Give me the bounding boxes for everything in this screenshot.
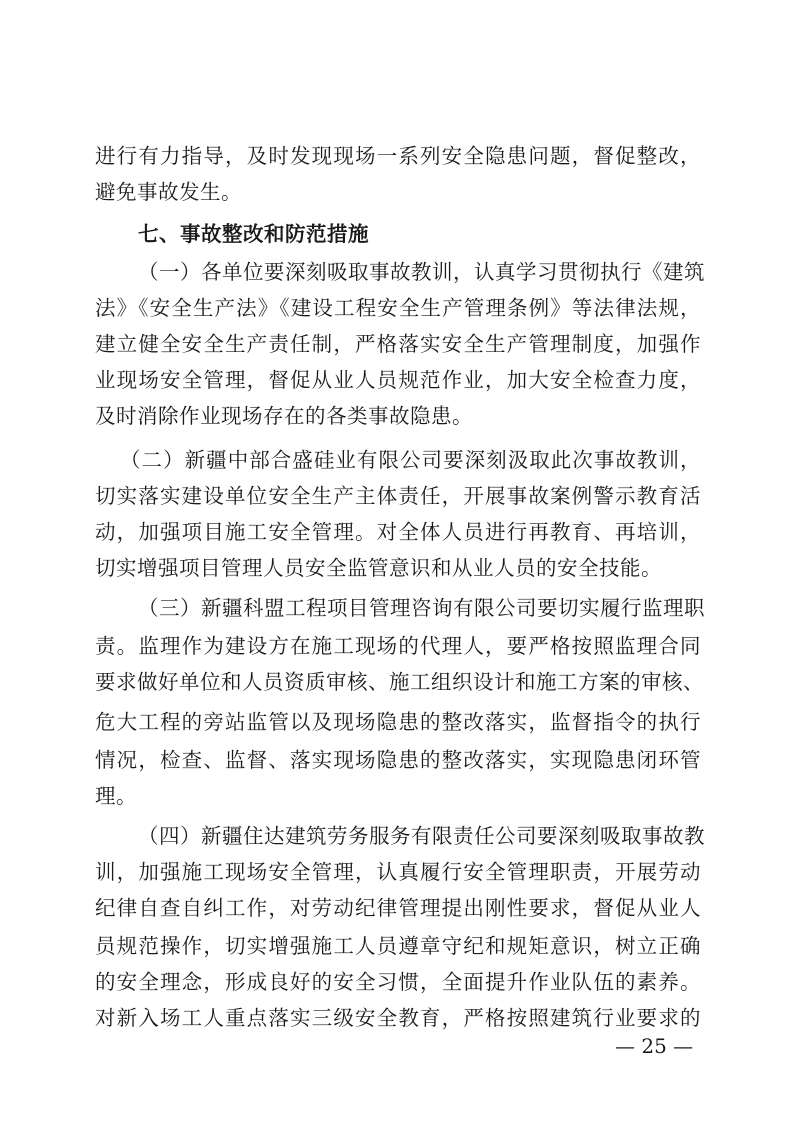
body-line: 情况，检查、监督、落实现场隐患的整改落实，实现隐患闭环管 xyxy=(95,748,701,772)
paragraph-first-line: （二）新疆中部合盛硅业有限公司要深刻汲取此次事故教训， xyxy=(120,448,701,472)
body-line: 要求做好单位和人员资质审核、施工组织设计和施工方案的审核、 xyxy=(95,670,704,694)
page-number: — 25 — xyxy=(615,1034,694,1058)
body-line: 训，加强施工现场安全管理，认真履行安全管理职责，开展劳动 xyxy=(95,860,701,884)
body-line: 动，加强项目施工安全管理。对全体人员进行再教育、再培训， xyxy=(95,520,701,544)
paragraph-first-line: （三）新疆科盟工程项目管理咨询有限公司要切实履行监理职 xyxy=(138,596,705,620)
body-line: 切实增强项目管理人员安全监管意识和从业人员的安全技能。 xyxy=(95,556,662,580)
body-line: 及时消除作业现场存在的各类事故隐患。 xyxy=(95,404,473,428)
body-line: 理。 xyxy=(95,784,137,808)
section-heading: 七、事故整改和防范措施 xyxy=(138,222,369,246)
body-line: 建立健全安全生产责任制，严格落实安全生产管理制度，加强作 xyxy=(95,332,701,356)
body-line: 的安全理念，形成良好的安全习惯，全面提升作业队伍的素养。 xyxy=(95,970,701,994)
body-line: 员规范操作，切实增强施工人员遵章守纪和规矩意识，树立正确 xyxy=(95,934,701,958)
body-line: 法》《安全生产法》《建设工程安全生产管理条例》等法律法规， xyxy=(95,296,701,320)
body-line: 责。监理作为建设方在施工现场的代理人，要严格按照监理合同 xyxy=(95,634,701,658)
paragraph-first-line: （四）新疆住达建筑劳务服务有限责任公司要深刻吸取事故教 xyxy=(138,824,705,848)
body-line: 对新入场工人重点落实三级安全教育，严格按照建筑行业要求的 xyxy=(95,1006,701,1030)
paragraph-first-line: （一）各单位要深刻吸取事故教训，认真学习贯彻执行《建筑 xyxy=(138,260,705,284)
body-line: 纪律自查自纠工作，对劳动纪律管理提出刚性要求，督促从业人 xyxy=(95,896,701,920)
body-line: 业现场安全管理，督促从业人员规范作业，加大安全检查力度， xyxy=(95,368,701,392)
body-line: 避免事故发生。 xyxy=(95,180,242,204)
body-line: 切实落实建设单位安全生产主体责任，开展事故案例警示教育活 xyxy=(95,484,701,508)
body-line: 进行有力指导，及时发现现场一系列安全隐患问题，督促整改， xyxy=(95,144,701,168)
body-line: 危大工程的旁站监管以及现场隐患的整改落实，监督指令的执行 xyxy=(95,710,701,734)
